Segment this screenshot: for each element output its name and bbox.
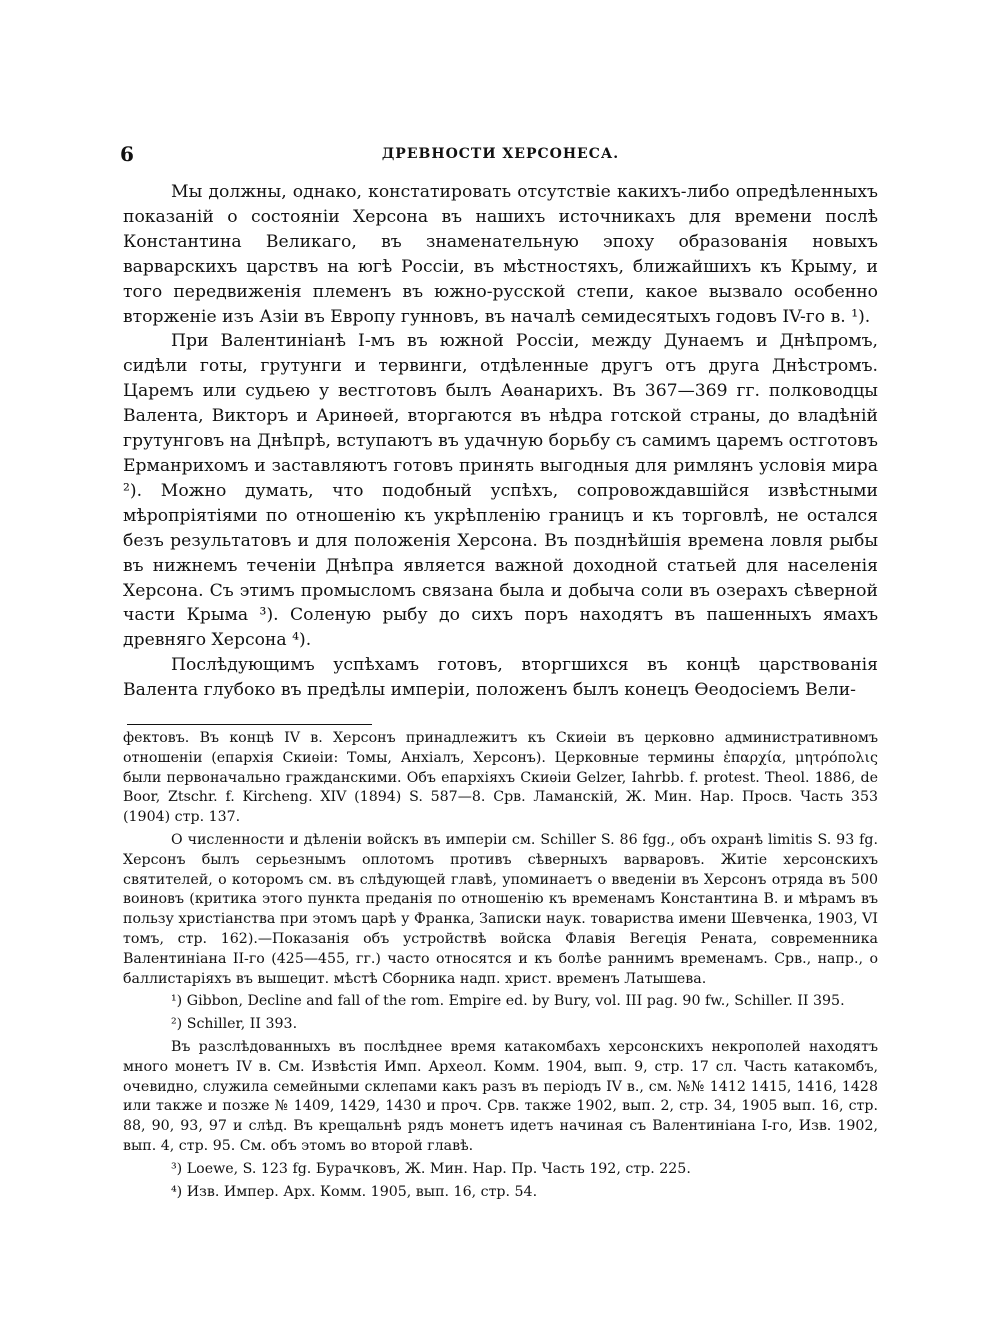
footnote-3: ³) Loewe, S. 123 fg. Бурачковъ, Ж. Мин. Нар. Пр. Часть 192, стр. 225.: [171, 1160, 691, 1177]
main-text: [123, 180, 878, 703]
running-title: ДРЕВНОСТИ ХЕРСОНЕСА.: [381, 146, 620, 162]
footnote-army-numbers: О численности и дѣленіи войскъ въ имперіи см. Schiller S. 86 fgg., объ охранѣ limitis S. 93 fg. Херсонъ былъ серьезнымъ оплотомъ противъ сѣверныхъ варваровъ. Житіе херсонскихъ святителей, о которомъ см. въ слѣдующей главѣ, упоминаетъ о введеніи въ Херсонъ отряда въ 500 воиновъ (критика этого пункта преданія по отношенію къ временамъ Константина В. и мѣрамъ въ пользу христіанства при этомъ царѣ у Франка, Записки наук. товариства имени Шевченка, 1903, VI томъ, стр. 162).—Показанія объ устройствѣ войска Флавія Вегеція Рената, современника Валентиніана II-го (425—455, гг.) часто относятся и къ болѣе раннимъ временамъ. Срв., напр., о баллистаріяхъ въ вышецит. мѣстѣ Сборника надп. христ. временъ Латышева.: [123, 832, 878, 987]
footnote-catacombs: Въ разслѣдованныхъ въ послѣднее время катакомбахъ херсонскихъ некрополей находятъ много монетъ IV в. См. Извѣстія Имп. Археол. Комм. 1904, вып. 9, стр. 17 сл. Часть катакомбъ, очевидно, служила семейными склепами какъ разъ въ періодъ IV в., см. №№ 1412 1415, 1416, 1428 или также и позже № 1409, 1429, 1430 и проч. Срв. также 1902, вып. 2, стр. 34, 1905 вып. 16, стр. 88, 90, 93, 97 и слѣд. Въ крещальнѣ рядъ монетъ идетъ начиная съ Валентиніана I-го, Изв. 1902, вып. 4, стр. 95. См. объ этомъ во второй главѣ.: [123, 1038, 878, 1154]
main-paragraph-1: Мы должны, однако, констатировать отсутствіе какихъ-либо опредѣленныхъ показаній о состояніи Херсона въ нашихъ источникахъ для времени послѣ Константина Великаго, въ знаменательную эпоху образованія новыхъ варварскихъ царствъ на югѣ Россіи, въ мѣстностяхъ, ближайшихъ къ Крыму, и того передвиженія племенъ въ южно-русской степи, какое вызвало особенно вторженіе изъ Азіи въ Европу гунновъ, въ началѣ семидесятыхъ годовъ IV-го в. ¹).: [123, 182, 878, 327]
main-paragraph-2: При Валентиніанѣ I-мъ въ южной Россіи, между Дунаемъ и Днѣпромъ, сидѣли готы, грутунги и тервинги, отдѣленные другъ отъ друга Днѣстромъ. Царемъ или судьею у вестготовъ былъ Аѳанарихъ. Въ 367—369 гг. полководцы Валента, Викторъ и Аринѳей, вторгаются въ нѣдра готской страны, до владѣній грутунговъ на Днѣпрѣ, вступаютъ въ удачную борьбу съ самимъ царемъ остготовъ Ерманрихомъ и заставляютъ готовъ принять выгодныя для римлянъ условія мира ²). Можно думать, что подобный успѣхъ, сопровождавшійся извѣстными мѣропріятіями по отношенію къ укрѣпленію границъ и къ торговлѣ, не остался безъ результатовъ и для положенія Херсона. Въ позднѣйшія времена ловля рыбы въ нижнемъ теченіи Днѣпра является важной доходной статьей для населенія Херсона. Съ этимъ промысломъ связана была и добыча соли въ озерахъ сѣверной части Крыма ³). Соленую рыбу до сихъ поръ находятъ въ пашенныхъ ямахъ древняго Херсона ⁴).: [123, 331, 878, 651]
page-number: 6: [120, 142, 134, 166]
book-page: [120, 142, 878, 1202]
page-header: [120, 142, 878, 170]
footnotes: [123, 729, 878, 1202]
footnote-4: ⁴) Изв. Импер. Арх. Комм. 1905, вып. 16, стр. 54.: [171, 1183, 538, 1200]
footnote-continuation: фектовъ. Въ концѣ IV в. Херсонъ принадлежитъ къ Скиѳіи въ церковно административномъ отношеніи (епархія Скиѳіи: Томы, Анхіалъ, Херсонъ). Церковные термины ἐπαρχία, μητρόπολις были первоначально гражданскими. Объ епархіяхъ Скиѳіи Gelzer, Iahrbb. f. protest. Theol. 1886, de Boor, Ztschr. f. Kircheng. XIV (1894) S. 587—8. Срв. Ламанскій, Ж. Мин. Нар. Просв. Часть 353 (1904) стр. 137.: [123, 730, 878, 826]
main-paragraph-3: Послѣдующимъ успѣхамъ готовъ, вторгшихся въ концѣ царствованія Валента глубоко въ предѣлы имперіи, положенъ былъ конецъ Ѳеодосіемъ Вели-: [123, 655, 878, 701]
footnote-separator-rule: [127, 724, 372, 725]
footnote-1: ¹) Gibbon, Decline and fall of the rom. Empire ed. by Bury, vol. III pag. 90 fw., Schiller. II 395.: [171, 993, 845, 1010]
footnote-2: ²) Schiller, II 393.: [171, 1016, 298, 1033]
